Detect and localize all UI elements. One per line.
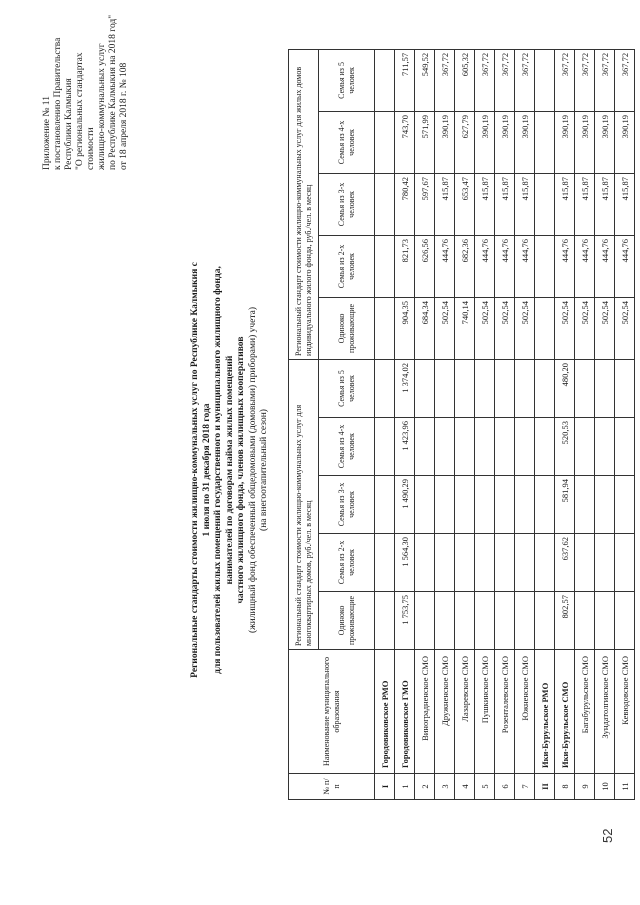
municipality-name: Зундатолгинское СМО [595,650,615,774]
header-col: Семья из 4-х человек [319,418,375,476]
mkd-value [415,476,435,534]
header-num: № п/п [289,774,375,800]
ind-value: 367,72 [575,49,595,111]
appendix-line: Приложение № 11 [42,96,52,170]
mkd-value [615,418,635,476]
mkd-value [435,418,455,476]
ind-value: 571,99 [415,111,435,173]
ind-value [535,111,555,173]
ind-value: 390,19 [475,111,495,173]
header-col: Семья из 2-х человек [319,534,375,592]
mkd-value: 802,57 [555,592,575,650]
mkd-value [535,476,555,534]
ind-value: 684,34 [415,297,435,359]
mkd-value [415,359,435,417]
header-group-mkd: Региональный стандарт стоимости жилищно-коммунальных услуг для многоквартирных домов, руб./чел. в месяц [289,359,319,649]
ind-value: 415,87 [435,173,455,235]
ind-value: 367,72 [595,49,615,111]
mkd-value [535,534,555,592]
mkd-value [595,476,615,534]
mkd-value [475,418,495,476]
ind-value: 444,76 [495,235,515,297]
header-col: Семья из 3-х человек [319,173,375,235]
ind-value: 444,76 [595,235,615,297]
ind-value: 627,79 [455,111,475,173]
mkd-value [575,534,595,592]
header-col: Одиноко проживающие [319,297,375,359]
municipality-name: Городовиковское ГМО [395,650,415,774]
appendix-line: по Республике Калмыкия на 2018 год" [108,14,118,170]
mkd-value [455,359,475,417]
mkd-value [535,592,555,650]
mkd-value [455,476,475,534]
mkd-value [475,592,495,650]
row-number: 3 [435,774,455,800]
ind-value: 743,70 [395,111,415,173]
header-col: Семья из 5 человек [319,359,375,417]
ind-value: 390,19 [515,111,535,173]
title-line: частного жилищного фонда, членов жилищных кооперативов [236,336,246,604]
municipality-name: Южненское СМО [515,650,535,774]
mkd-value [435,592,455,650]
ind-value [535,235,555,297]
mkd-value: 1 490,29 [395,476,415,534]
page-number: 52 [600,828,615,843]
table-row [615,49,635,799]
ind-value: 415,87 [495,173,515,235]
header-col: Семья из 5 человек [319,49,375,111]
row-number: 6 [495,774,515,800]
ind-value [375,235,395,297]
standards-table [288,49,635,800]
municipality-name: Ики-Бурульское РМО [535,650,555,774]
row-number: 11 [615,774,635,800]
appendix-line: к постановлению Правительства [53,37,63,170]
ind-value: 653,47 [455,173,475,235]
ind-value: 740,14 [455,297,475,359]
ind-value: 415,87 [595,173,615,235]
mkd-value [495,476,515,534]
table-row [555,49,575,799]
mkd-value [475,534,495,592]
mkd-value [535,418,555,476]
mkd-value [515,418,535,476]
mkd-value [595,534,615,592]
mkd-value [515,534,535,592]
ind-value: 415,87 [575,173,595,235]
municipality-name: Виноградненское СМО [415,650,435,774]
mkd-value [415,592,435,650]
ind-value: 502,54 [515,297,535,359]
row-number: 1 [395,774,415,800]
header-col: Семья из 3-х человек [319,476,375,534]
ind-value: 390,19 [595,111,615,173]
mkd-value: 1 423,96 [395,418,415,476]
mkd-value [515,359,535,417]
ind-value: 502,54 [475,297,495,359]
mkd-value [615,534,635,592]
mkd-value [375,476,395,534]
ind-value: 904,35 [395,297,415,359]
ind-value: 502,54 [595,297,615,359]
mkd-value [455,592,475,650]
ind-value: 390,19 [435,111,455,173]
ind-value: 415,87 [475,173,495,235]
row-number: 2 [415,774,435,800]
mkd-value [435,359,455,417]
ind-value: 502,54 [575,297,595,359]
ind-value: 367,72 [435,49,455,111]
mkd-value [615,476,635,534]
municipality-name: Розенталевское СМО [495,650,515,774]
mkd-value [595,592,615,650]
table-row [395,49,415,799]
ind-value: 415,87 [555,173,575,235]
appendix-note [42,0,130,170]
municipality-name: Багабурульское СМО [575,650,595,774]
ind-value: 597,67 [415,173,435,235]
mkd-value [375,592,395,650]
mkd-value: 1 564,30 [395,534,415,592]
table-row [495,49,515,799]
row-number: 5 [475,774,495,800]
ind-value: 367,72 [555,49,575,111]
municipality-name: Дружненское СМО [435,650,455,774]
header-col: Одиноко проживающие [319,592,375,650]
row-number: II [535,774,555,800]
row-number: 7 [515,774,535,800]
table-row [455,49,475,799]
ind-value: 367,72 [495,49,515,111]
row-number: 10 [595,774,615,800]
header-col: Семья из 2-х человек [319,235,375,297]
table-row [575,49,595,799]
ind-value: 549,52 [415,49,435,111]
appendix-line: Республики Калмыкия [64,78,74,170]
mkd-value [595,359,615,417]
ind-value [375,111,395,173]
municipality-name: Пушкинское СМО [475,650,495,774]
appendix-line: от 18 апреля 2018 г. № 108 [119,62,129,170]
ind-value [375,49,395,111]
mkd-value [615,592,635,650]
ind-value: 502,54 [555,297,575,359]
title-line: (на внегоотапительный сезон) [259,409,269,531]
municipality-name: Кевюдовское СМО [615,650,635,774]
title-line: (жилищный фонд обеспеченный общедомовыми (домовыми) приборами) учета) [247,306,258,634]
document-title [190,260,271,680]
ind-value [535,49,555,111]
mkd-value [475,359,495,417]
mkd-value [575,359,595,417]
mkd-value [455,418,475,476]
ind-value: 605,32 [455,49,475,111]
mkd-value [475,476,495,534]
ind-value: 502,54 [495,297,515,359]
mkd-value [495,534,515,592]
title-line: для пользователей жилых помещений государственного и муниципального жилищного фонда, нанимателей по договорам найма жилых помещений [213,266,235,674]
mkd-value: 1 753,75 [395,592,415,650]
mkd-value [495,359,515,417]
municipality-name: Ики-Бурульское СМО [555,650,575,774]
ind-value: 390,19 [615,111,635,173]
table-row [595,49,615,799]
table-row [535,49,555,799]
ind-value: 444,76 [575,235,595,297]
ind-value: 390,19 [495,111,515,173]
ind-value [535,297,555,359]
table-row [475,49,495,799]
table-row [435,49,455,799]
mkd-value [375,534,395,592]
table-row [515,49,535,799]
table-row [415,49,435,799]
row-number: I [375,774,395,800]
mkd-value [435,476,455,534]
ind-value: 444,76 [615,235,635,297]
header-group-ind: Региональный стандарт стоимости жилищно-коммунальных услуг для жилых домов индивидуального жилого фонда, руб./чел. в месяц [289,49,319,359]
ind-value: 711,57 [395,49,415,111]
table-body [375,49,635,799]
header-name: Наименование муниципального образования [289,650,375,774]
row-number: 9 [575,774,595,800]
ind-value: 502,54 [615,297,635,359]
mkd-value: 637,62 [555,534,575,592]
appendix-line: стоимости [86,127,96,170]
mkd-value: 1 374,02 [395,359,415,417]
ind-value: 444,76 [515,235,535,297]
mkd-value [535,359,555,417]
header-col: Семья из 4-х человек [319,111,375,173]
mkd-value [575,418,595,476]
ind-value: 626,56 [415,235,435,297]
mkd-value [515,592,535,650]
mkd-value [575,592,595,650]
rotated-page [40,14,630,810]
row-number: 8 [555,774,575,800]
ind-value: 390,19 [555,111,575,173]
ind-value: 444,76 [555,235,575,297]
ind-value [375,173,395,235]
mkd-value: 520,53 [555,418,575,476]
ind-value: 682,36 [455,235,475,297]
ind-value [535,173,555,235]
ind-value: 780,42 [395,173,415,235]
mkd-value [415,534,435,592]
ind-value: 415,87 [515,173,535,235]
ind-value: 444,76 [475,235,495,297]
ind-value: 390,19 [575,111,595,173]
table-row [375,49,395,799]
appendix-line: жилищно-коммунальных услуг [97,43,107,170]
mkd-value: 480,20 [555,359,575,417]
ind-value [375,297,395,359]
ind-value: 415,87 [615,173,635,235]
mkd-value [495,418,515,476]
ind-value: 367,72 [615,49,635,111]
mkd-value [435,534,455,592]
mkd-value [455,534,475,592]
municipality-name: Городовиковское РМО [375,650,395,774]
row-number: 4 [455,774,475,800]
title-line: Региональные стандарты стоимости жилищно-коммунальных услуг по Республике Калмыкия с 1 июля по 31 декабря 2018 года [190,262,212,678]
mkd-value [595,418,615,476]
ind-value: 821,73 [395,235,415,297]
mkd-value [615,359,635,417]
mkd-value [375,418,395,476]
mkd-value [515,476,535,534]
ind-value: 367,72 [515,49,535,111]
mkd-value [415,418,435,476]
mkd-value: 581,94 [555,476,575,534]
municipality-name: Лазаревское СМО [455,650,475,774]
ind-value: 444,76 [435,235,455,297]
ind-value: 367,72 [475,49,495,111]
mkd-value [495,592,515,650]
appendix-line: "О региональных стандартах [75,52,85,170]
mkd-value [375,359,395,417]
ind-value: 502,54 [435,297,455,359]
mkd-value [575,476,595,534]
